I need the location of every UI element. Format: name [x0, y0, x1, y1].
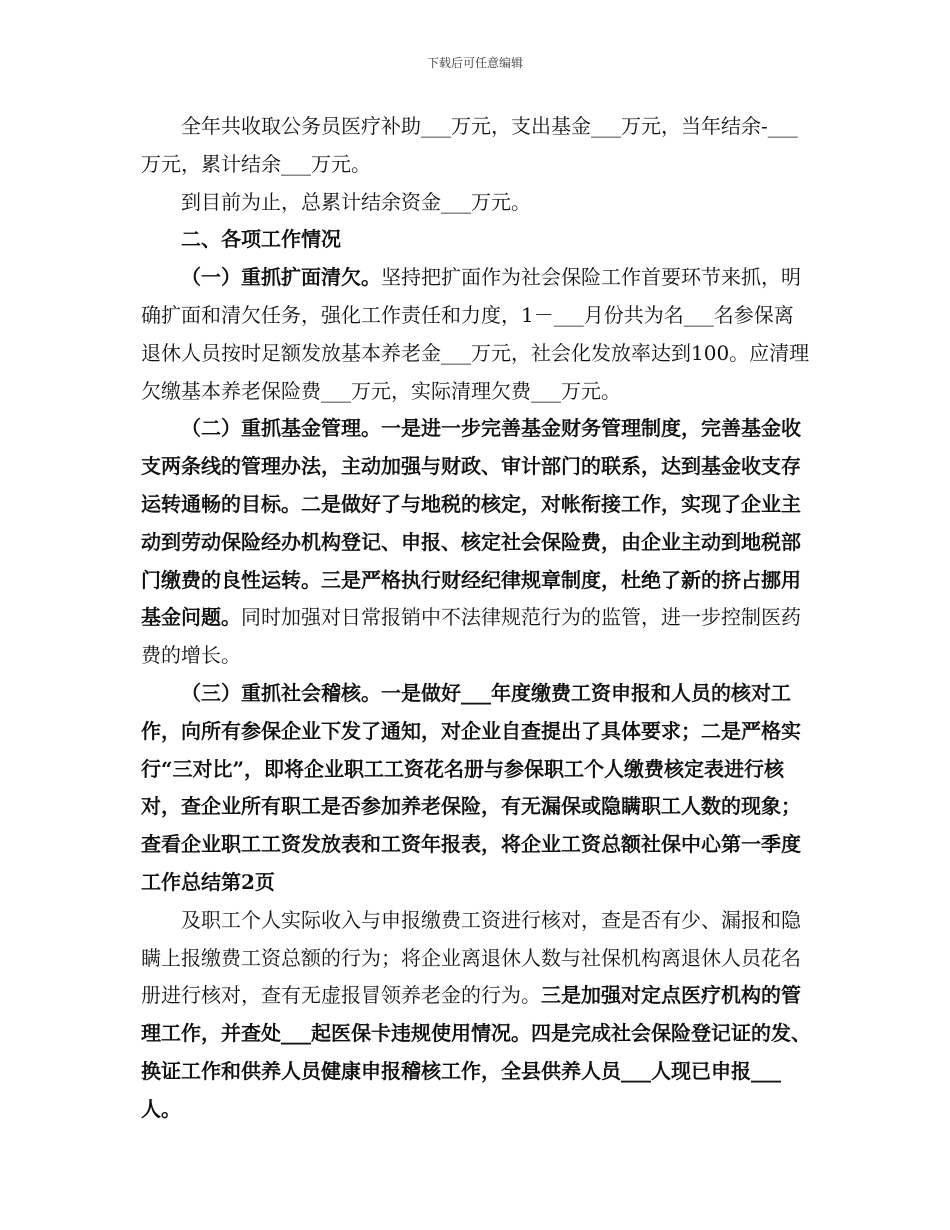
paragraph-text: 全年共收取公务员医疗补助___万元，支出基金___万元，当年结余-___万元，累计结余___万元。 — [141, 114, 798, 176]
paragraph-audit-continued — [141, 902, 813, 1129]
paragraph-expansion — [141, 259, 813, 410]
paragraph-text: 同时加强对日常报销中不法律规范行为的监管，进一步控制医药费的增长。 — [141, 605, 801, 668]
paragraph-fund-summary — [141, 108, 813, 184]
paragraph-bold-text: （三）重抓社会稽核。一是做好___年度缴费工资申报和人员的核对工作，向所有参保企业下发了通知，对企业自查提出了具体要求；二是严格实行“三对比”，即将企业职工工资花名册与参保职工个人缴费核定表进行核对，查企业所有职工是否参加养老保险，有无漏保或隐瞒职工人数的现象；查看企业职工工资发放表和工资年报表，将企业工资总额社保中心第一季度工作总结第2页 — [141, 680, 801, 894]
document-body — [141, 108, 813, 1129]
paragraph-fund-management — [141, 410, 813, 675]
paragraph-text: 坚持把扩面作为社会保险工作首要环节来抓，明确扩面和清欠任务，强化工作责任和力度，1－___月份共为名___名参保离退休人员按时足额发放基本养老金___万元，社会化发放率达到100。应清理欠缴基本养老保险费___万元，实际清理欠费___万元。 — [141, 265, 810, 403]
page-header: 下载后可任意编辑 — [426, 56, 523, 70]
paragraph-total-balance — [141, 184, 813, 222]
paragraph-bold-text: （二）重抓基金管理。一是进一步完善基金财务管理制度，完善基金收支两条线的管理办法，主动加强与财政、审计部门的联系，达到基金收支存运转通畅的目标。二是做好了与地税的核定，对帐衔接工作，实现了企业主动到劳动保险经办机构登记、申报、核定社会保险费，由企业主动到地税部门缴费的良性运转。三是严格执行财经纪律规章制度，杜绝了新的挤占挪用基金问题。 — [141, 416, 801, 630]
heading-text: 二、各项工作情况 — [181, 227, 341, 252]
section-heading — [141, 221, 813, 259]
paragraph-text: 到目前为止，总累计结余资金___万元。 — [181, 189, 531, 214]
paragraph-audit — [141, 675, 813, 902]
paragraph-bold-text: 三是加强对定点医疗机构的管理工作，并查处___起医保卡违规使用情况。四是完成社会保险登记证的发、换证工作和供养人员健康申报稽核工作，全县供养人员___人现已申报___人。 — [141, 983, 811, 1121]
paragraph-lead: （一）重抓扩面清欠。 — [181, 265, 381, 290]
paragraph-text: 及职工个人实际收入与申报缴费工资进行核对，查是否有少、漏报和隐瞒上报缴费工资总额的行为；将企业离退休人数与社保机构离退休人员花名册进行核对，查有无虚报冒领养老金的行为。 — [141, 907, 801, 1008]
